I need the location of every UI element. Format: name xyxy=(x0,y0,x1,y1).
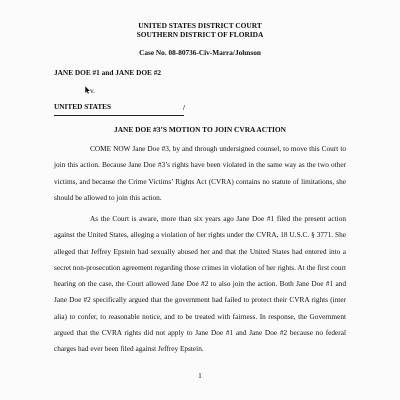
caption-slash: / xyxy=(183,104,185,112)
court-header xyxy=(0,21,400,39)
court-name: UNITED STATES DISTRICT COURT xyxy=(138,21,262,30)
defendant-caption: UNITED STATES xyxy=(54,102,112,111)
body-paragraph-2: As the Court is aware, more than six years ago Jane Doe #1 filed the present action against the United States, alleging a violation of her rights under the CVRA, 18 U.S.C. § 3771. She alleged that Jeffrey Epstein had sexually abused her and that the United States had entered into a secret non-prosecution agreement regarding those crimes in violation of her rights. At the first court hearing on the case, the Court allowed Jane Doe #2 to also join the action. Both Jane Doe #1 and Jane Doe #2 specifically argued that the government had failed to protect their CVRA rights (inter alia) to confer, to reasonable notice, and to be treated with fairness. In response, the Government argued that the CVRA rights did not apply to Jane Doe #1 and Jane Doe #2 because no federal charges had ever been filed against Jeffrey Epstein. xyxy=(54,214,346,354)
page-number: 1 xyxy=(198,371,202,380)
versus-label: v. xyxy=(90,86,95,95)
body-paragraph-1: COME NOW Jane Doe #3, by and through undersigned counsel, to move this Court to join this action. Because Jane Doe #3’s rights have been violated in the same way as the two other victims, and because the Crime Victims’ Rights Act (CVRA) contains no statute of limitations, she should be allowed to join this action. xyxy=(54,144,346,202)
case-number: Case No. 08-80736-Civ-Marra/Johnson xyxy=(139,48,261,57)
caption-divider xyxy=(54,115,184,116)
plaintiffs-caption: JANE DOE #1 and JANE DOE #2 xyxy=(54,68,162,77)
motion-title: JANE DOE #3’S MOTION TO JOIN CVRA ACTION xyxy=(114,125,286,134)
court-district: SOUTHERN DISTRICT OF FLORIDA xyxy=(136,30,264,40)
